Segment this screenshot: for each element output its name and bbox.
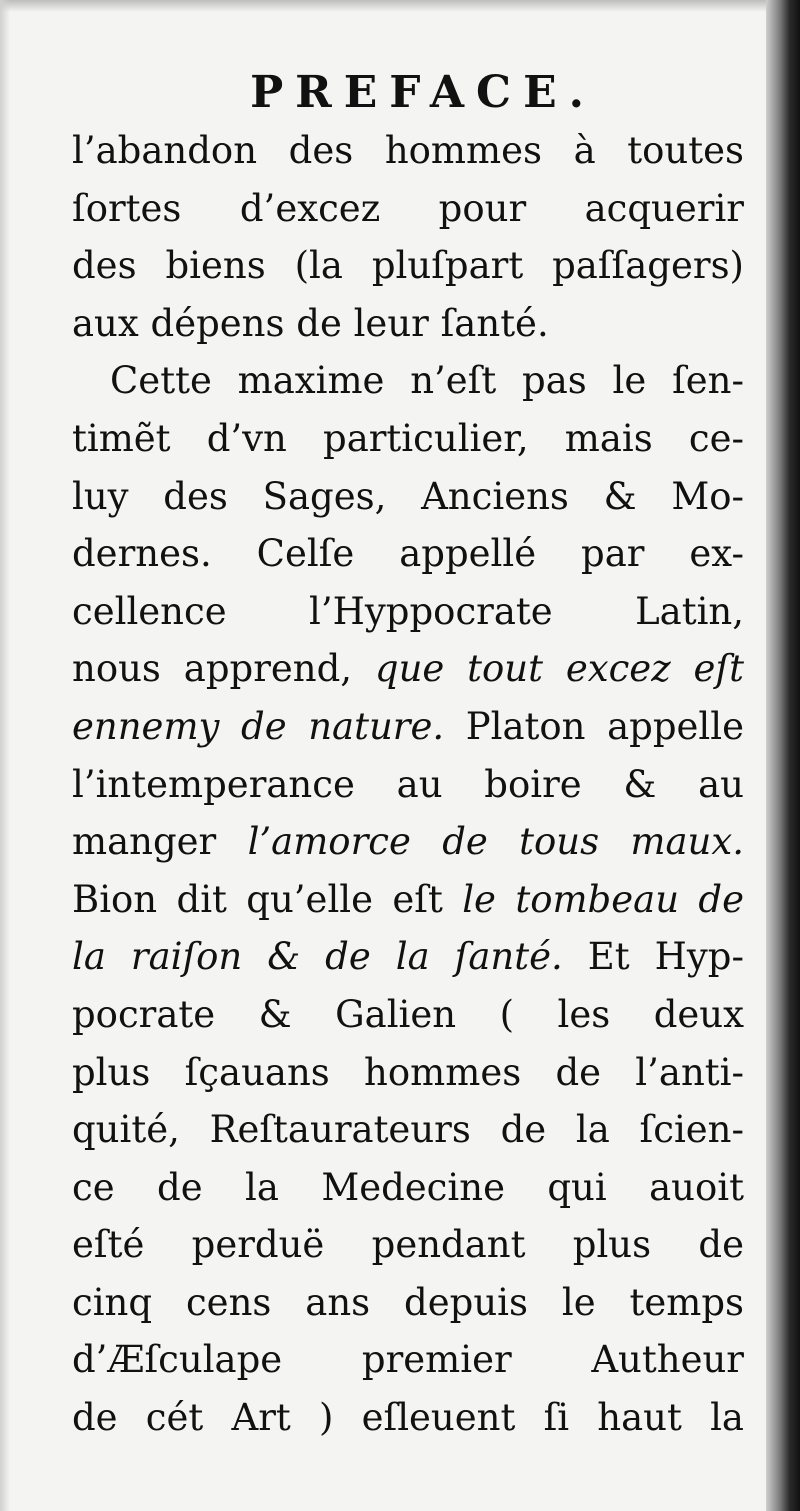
- italic-text-segment: l’amorce de tous maux.: [247, 820, 744, 864]
- text-segment: nous apprend,: [72, 647, 375, 691]
- text-segment: timẽt d’vn particulier, mais ce-: [72, 416, 744, 460]
- text-line: [72, 295, 744, 353]
- running-head: PREFACE.: [250, 67, 596, 118]
- text-line: [72, 1101, 744, 1159]
- text-line: [72, 698, 744, 756]
- text-line: [72, 1216, 744, 1274]
- text-line: [72, 525, 744, 583]
- text-line: [72, 180, 744, 238]
- text-line: [72, 410, 744, 468]
- text-line: [72, 583, 744, 641]
- text-segment: pocrate & Galien ( les deux: [72, 992, 744, 1036]
- text-line: [72, 756, 744, 814]
- text-segment: l’abandon des hommes à toutes: [72, 129, 744, 172]
- text-segment: d’Æſculape premier Autheur: [72, 1338, 744, 1382]
- text-segment: eſté perduë pendant plus de: [72, 1223, 744, 1267]
- text-segment: de cét Art ) eſleuent ſi haut la: [72, 1396, 744, 1440]
- italic-text-segment: ennemy de nature.: [72, 704, 445, 748]
- text-line: [72, 237, 744, 295]
- italic-text-segment: que tout excez eſt: [374, 647, 744, 691]
- text-line: [72, 813, 744, 871]
- text-line: [72, 468, 744, 526]
- text-line: [72, 1331, 744, 1389]
- text-segment: l’intemperance au boire & au: [72, 762, 744, 806]
- page-left-shadow: [0, 0, 10, 1511]
- text-line: [72, 871, 744, 929]
- text-segment: luy des Sages, Anciens & Mo-: [72, 474, 744, 518]
- text-segment: ce de la Medecine qui auoit: [72, 1165, 744, 1209]
- italic-text-segment: la raiſon & de la ſanté.: [72, 935, 563, 979]
- text-line: [72, 1389, 744, 1447]
- text-line: [72, 986, 744, 1044]
- text-segment: des biens (la pluſpart paſſagers): [72, 244, 744, 288]
- italic-text-segment: le tombeau de: [462, 877, 744, 921]
- text-segment: Cette maxime n’eſt pas le ſen-: [110, 359, 744, 403]
- text-segment: Platon appelle: [444, 704, 744, 748]
- text-line: [72, 352, 744, 410]
- text-block: [72, 64, 744, 1447]
- text-line: [72, 1274, 744, 1332]
- text-segment: manger: [72, 820, 248, 864]
- text-segment: quité, Reſtaurateurs de la ſcien-: [72, 1108, 744, 1152]
- body-text: [72, 122, 744, 1447]
- text-segment: cellence l’Hyppocrate Latin,: [72, 589, 744, 633]
- text-segment: ſortes d’excez pour acquerir: [72, 186, 744, 230]
- text-segment: aux dépens de leur ſanté.: [72, 301, 549, 345]
- text-segment: dernes. Celſe appellé par ex-: [72, 532, 744, 576]
- text-line: [72, 1159, 744, 1217]
- text-segment: Et Hyp-: [562, 935, 744, 979]
- text-segment: Bion dit qu’elle eſt: [72, 877, 463, 921]
- text-line: [72, 640, 744, 698]
- page-top-shadow: [0, 0, 800, 12]
- text-segment: cinq cens ans depuis le temps: [72, 1280, 744, 1324]
- text-line: [72, 122, 744, 180]
- text-segment: plus ſçauans hommes de l’anti-: [72, 1050, 744, 1094]
- text-line: [72, 1044, 744, 1102]
- text-line: [72, 928, 744, 986]
- page-gutter-edge: [766, 0, 800, 1511]
